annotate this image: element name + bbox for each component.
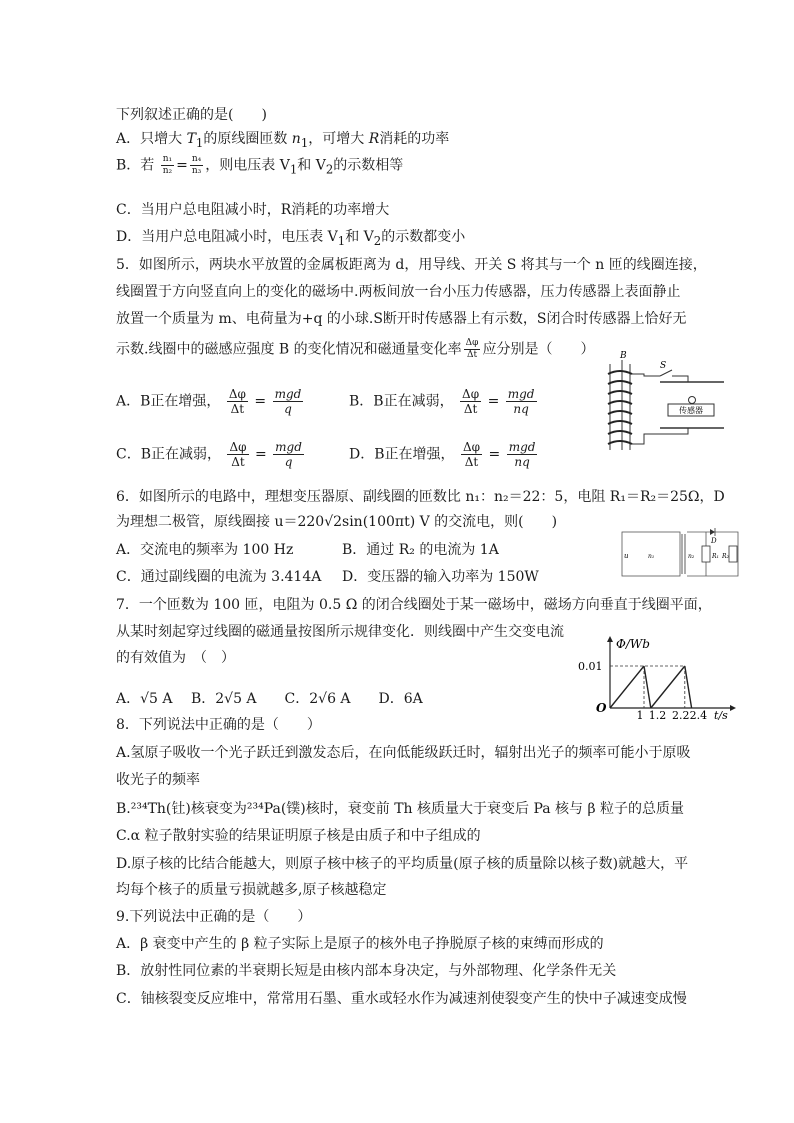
fraction: $\frac{\text{mgd}}{nq}$ — [508, 440, 536, 469]
fraction: $\frac{\text{mgd}}{nq}$ — [507, 387, 535, 416]
q9-option-c: C．铀核裂变反应堆中，常常用石墨、重水或轻水作为减速剂使裂变产生的快中子减速变成慢 — [116, 991, 687, 1007]
q8-option-d-1: D.原子核的比结合能越大，则原子核中核子的平均质量(原子核的质量除以核子数)就越大，平 — [116, 856, 689, 872]
q6-option-d: D．变压器的输入功率为 150W — [342, 569, 539, 585]
q7-options: A．√5 A B．2√5 A C．2√6 A D．6A — [116, 691, 423, 707]
q8-option-a-1: A.氢原子吸收一个光子跃迁到激发态后，在向低能级跃迁时，辐射出光子的频率可能小于原吸 — [116, 745, 691, 761]
y-axis-arrow — [607, 636, 613, 642]
q8-option-a-2: 收光子的频率 — [116, 772, 200, 788]
fraction: $\frac{\Delta\varphi}{\Delta t}$ — [462, 440, 481, 469]
flux-segment — [651, 666, 685, 708]
q6-option-c: C．通过副线圈的电流为 3.414A — [116, 569, 322, 585]
q5-option-c: C．B正在减弱， $\frac{\Delta\varphi}{\Delta t}$ = $\frac{\text{mgd}}{q}$ — [116, 440, 302, 469]
fig-label-n2: n₂ — [688, 553, 695, 560]
q4-option-c: C．当用户总电阻减小时，R消耗的功率增大 — [116, 202, 390, 218]
fig-label-s: S — [660, 361, 667, 371]
fraction: $\frac{\text{mgd}}{q}$ — [274, 387, 302, 416]
resistor-r1 — [702, 546, 710, 562]
q5-option-b: B．B正在减弱， $\frac{\Delta\varphi}{\Delta t}$ = $\frac{\text{mgd}}{nq}$ — [349, 387, 535, 416]
q7-line2: 从某时刻起穿过线圈的磁通量按图所示规律变化．则线圈中产生交变电流 — [116, 624, 564, 640]
q6-option-a: A．交流电的频率为 100 Hz — [116, 542, 294, 558]
q6-option-b: B．通过 R₂ 的电流为 1A — [342, 542, 499, 558]
origin-label: O — [596, 701, 607, 715]
fraction: $\frac{\text{n₁}}{\text{n₂}}$ — [162, 154, 173, 176]
fig-label-b: B — [620, 351, 627, 361]
q5-line2: 线圈置于方向竖直向上的变化的磁场中.两板间放一台小压力传感器，压力传感器上表面静止 — [116, 284, 681, 300]
charged-ball — [689, 397, 696, 404]
q9-option-b: B．放射性同位素的半衰期长短是由核内部本身决定，与外部物理、化学条件无关 — [116, 963, 617, 979]
x-tick-label: 2.2 — [672, 709, 690, 720]
q6-circuit-figure — [618, 524, 742, 582]
fraction: $\frac{\Delta\varphi}{\Delta t}$ — [465, 338, 479, 360]
flux-segment — [644, 666, 651, 708]
q4-stem: 下列叙述正确的是( ) — [116, 107, 267, 123]
coil-windings — [608, 371, 632, 444]
q7-line3: 的有效值为 （ ） — [116, 650, 235, 666]
resistor-r2 — [729, 546, 737, 562]
fraction: $\frac{\Delta\varphi}{\Delta t}$ — [462, 387, 480, 416]
sensor-label: 传感器 — [679, 406, 703, 415]
y-axis-label: Φ/Wb — [616, 637, 650, 651]
fig-label-n1: n₁ — [648, 553, 655, 560]
q9-option-a: A．β 衰变中产生的 β 粒子实际上是原子的核外电子挣脱原子核的束缚而形成的 — [116, 936, 604, 952]
flux-segment — [610, 666, 644, 708]
q8-option-d-2: 均每个核子的质量亏损就越多,原子核越稳定 — [116, 882, 387, 898]
x-axis-arrow — [730, 705, 736, 711]
flux-segment — [685, 666, 692, 708]
q8-option-b: B.²³⁴Th(钍)核衰变为²³⁴Pa(镤)核时，衰变前 Th 核质量大于衰变后 Pa 核与 β 粒子的总质量 — [116, 801, 685, 817]
q8-stem: 8．下列说法中正确的是（ ） — [116, 717, 321, 733]
fraction: $\frac{\Delta\varphi}{\Delta t}$ — [228, 387, 246, 416]
q4-option-b: B．若 $\frac{\text{n₁}}{\text{n₂}}$ = $\frac{\text{n₄}}{\text{n₃}}$ ，则电压表 $V_1$和 $V_2$的示数相等 — [116, 154, 404, 177]
q5-coil-figure — [600, 346, 730, 454]
wire-top — [632, 374, 660, 376]
y-tick-label: 0.01 — [578, 660, 603, 673]
fig-label-r1: R₁ — [712, 553, 719, 560]
fraction: $\frac{\text{n₄}}{\text{n₃}}$ — [191, 154, 202, 176]
q5-line3: 放置一个质量为 m、电荷量为+q 的小球.S断开时传感器上有示数，S闭合时传感器上恰好无 — [116, 311, 687, 327]
wire-bottom — [632, 428, 688, 444]
q4-option-d: D．当用户总电阻减小时，电压表 $V_1$和 $V_2$的示数都变小 — [116, 229, 466, 248]
x-tick-label: 1.2 — [648, 709, 667, 720]
q5-option-d: D．B正在增强， $\frac{\Delta\varphi}{\Delta t}$ = $\frac{\text{mgd}}{nq}$ — [349, 440, 536, 469]
x-axis-label: t/s — [714, 709, 728, 720]
q8-option-c: C.α 粒子散射实验的结果证明原子核是由质子和中子组成的 — [116, 828, 481, 844]
fraction: $\frac{\text{mgd}}{q}$ — [275, 440, 302, 469]
x-tick-label: 2.4 — [689, 709, 708, 720]
wire-to-plate — [672, 376, 688, 382]
fig-label-d: D — [711, 537, 717, 545]
q5-line1: 5．如图所示，两块水平放置的金属板距离为 d，用导线、开关 S 将其与一个 n 匝的线圈连接， — [116, 257, 707, 273]
fig-label-u: u — [624, 552, 629, 560]
q6-line2: 为理想二极管，原线圈接 u＝220√2sin(100πt) V 的交流电，则( ) — [116, 514, 558, 530]
q4-option-a: A．只增大 $T_1$的原线圈匝数 $n_1$，可增大 R消耗的功率 — [116, 131, 450, 150]
fig-label-r2: R₂ — [722, 553, 729, 560]
q6-line1: 6．如图所示的电路中，理想变压器原、副线圈的匝数比 n₁：n₂＝22：5，电阻 R₁＝R₂＝25Ω，D — [116, 489, 725, 505]
q9-stem: 9.下列说法中正确的是（ ） — [116, 909, 312, 925]
diode-symbol — [710, 529, 715, 535]
q5-option-a: A．B正在增强， $\frac{\Delta\varphi}{\Delta t}$ = $\frac{\text{mgd}}{q}$ — [116, 387, 302, 416]
x-tick-label: 1 — [636, 709, 644, 720]
fraction: $\frac{\Delta\varphi}{\Delta t}$ — [229, 440, 247, 469]
q7-line1: 7．一个匝数为 100 匝，电阻为 0.5 Ω 的闭合线圈处于某一磁场中，磁场方向垂直于线圈平面， — [116, 597, 712, 613]
q5-line4: 示数.线圈中的磁感应强度 B 的变化情况和磁通量变化率 $\frac{\Delta\varphi}{\Delta t}$ 应分别是（ ） — [116, 338, 595, 360]
q7-flux-graph — [576, 634, 736, 720]
